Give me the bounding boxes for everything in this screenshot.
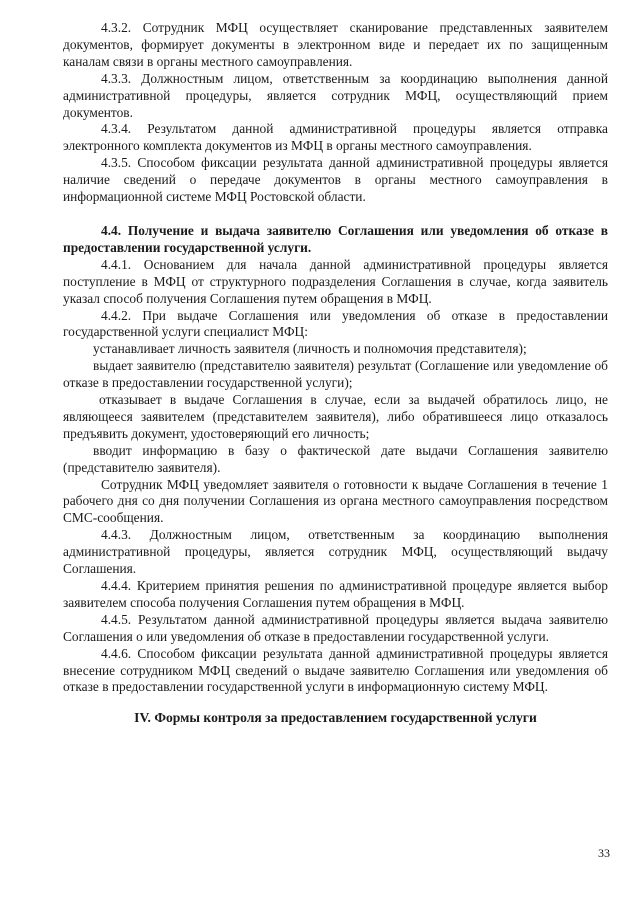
- section-title-iv: IV. Формы контроля за предоставлением государственной услуги: [134, 710, 537, 726]
- paragraph-4-4-2: 4.4.2. При выдаче Соглашения или уведомления об отказе в предоставлении государственной услуги специалист МФЦ:: [63, 307, 608, 340]
- page-number: 33: [598, 846, 610, 860]
- paragraph-4-4-6: 4.4.6. Способом фиксации результата данной административной процедуры является внесение сотрудником МФЦ сведений о выдаче заявителю Соглашения или уведомления об отказе в предоставлении государственной услуги в информационную систему МФЦ.: [63, 645, 608, 695]
- paragraph-4-3-4: 4.3.4. Результатом данной административной процедуры является отправка электронного комплекта документов из МФЦ в органы местного самоуправления.: [63, 121, 608, 154]
- heading-4-4: 4.4. Получение и выдача заявителю Соглашения или уведомления об отказе в предоставлении государственной услуги.: [63, 222, 608, 255]
- list-item-enter-info: вводит информацию в базу о фактической дате выдачи Соглашения заявителю (представителю заявителя).: [63, 442, 608, 475]
- document-body: [63, 20, 608, 727]
- list-item-establish: устанавливает личность заявителя (личность и полномочия представителя);: [93, 341, 527, 357]
- paragraph-4-3-3: 4.3.3. Должностным лицом, ответственным за координацию выполнения данной административной процедуры, является сотрудник МФЦ, осуществляющий прием документов.: [63, 70, 608, 120]
- paragraph-4-4-5: 4.4.5. Результатом данной административной процедуры является выдача заявителю Соглашения о или уведомления об отказе в предоставлении государственной услуги.: [63, 611, 608, 644]
- paragraph-4-4-4: 4.4.4. Критерием принятия решения по административной процедуре является выбор заявителем способа получения Соглашения путем обращения в МФЦ.: [63, 578, 608, 610]
- paragraph-4-4-3: 4.4.3. Должностным лицом, ответственным за координацию выполнения административной процедуры, является сотрудник МФЦ, осуществляющий выдачу Соглашения.: [63, 527, 608, 577]
- list-item-refuse: отказывает в выдаче Соглашения в случае, если за выдачей обратилось лицо, не являющееся заявителем (представителем заявителя), либо обратившееся лицо отказалось предъявить документ, удостоверяющий его личность;: [63, 392, 608, 441]
- paragraph-4-3-5: 4.3.5. Способом фиксации результата данной административной процедуры является наличие сведений о передаче документов в органы местного самоуправления в информационной системе МФЦ Ростовской области.: [63, 155, 608, 205]
- paragraph-4-4-1: 4.4.1. Основанием для начала данной административной процедуры является поступление в МФЦ от структурного подразделения Соглашения в случае, когда заявитель указал способ получения Соглашения путем обращения в МФЦ.: [63, 256, 608, 306]
- blank-line: [63, 206, 608, 223]
- paragraph-4-3-2: 4.3.2. Сотрудник МФЦ осуществляет сканирование представленных заявителем документов, формирует документы в электронном виде и передает их по защищенным каналам связи в органы местного самоуправления.: [63, 20, 608, 69]
- list-item-issue: выдает заявителю (представителю заявителя) результат (Соглашение или уведомление об отказе в предоставлении государственной услуги);: [63, 358, 608, 391]
- paragraph-notify: Сотрудник МФЦ уведомляет заявителя о готовности к выдаче Соглашения в течение 1 рабочего дня со дня получении Соглашения из органа местного самоуправления посредством СМС-сообщения.: [63, 476, 608, 526]
